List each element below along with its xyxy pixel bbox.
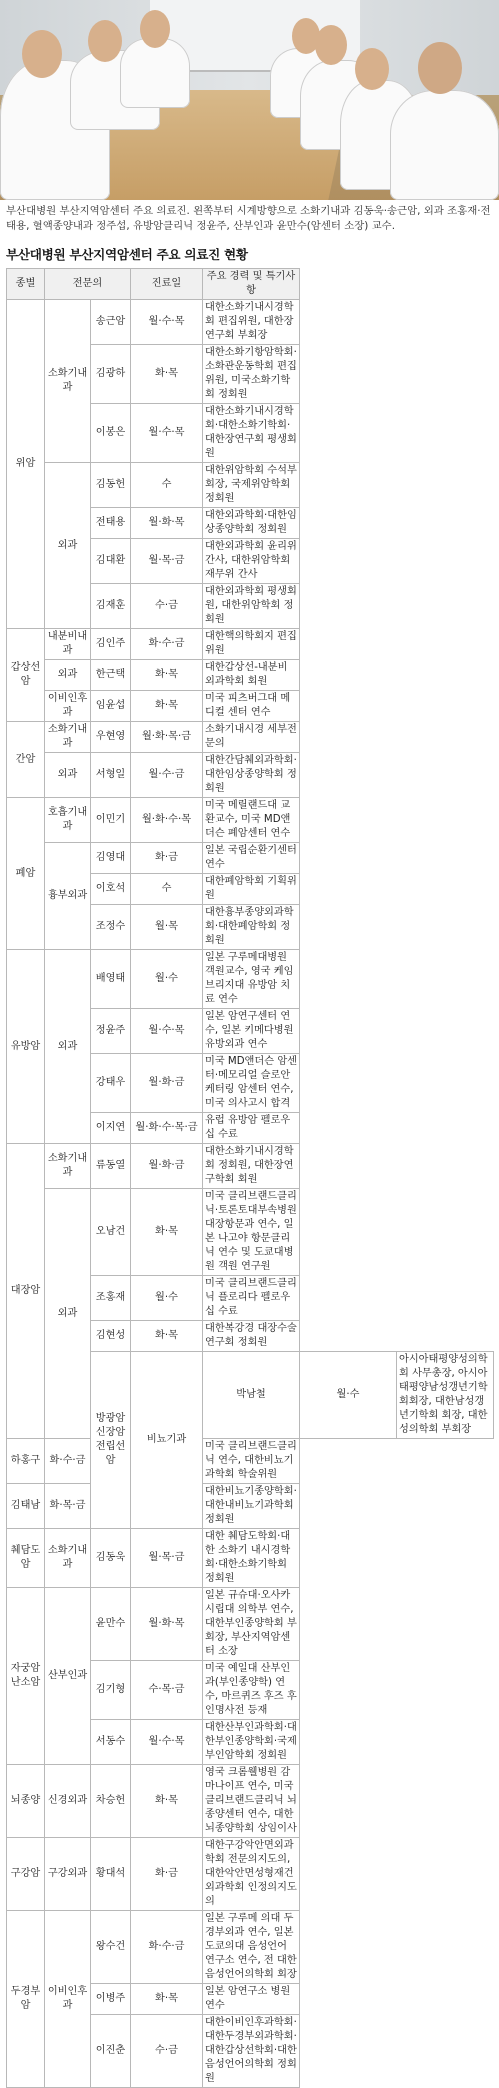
doctor-name-cell: 류동열 xyxy=(91,1144,131,1189)
clinic-days-cell: 월·화·목·금 xyxy=(131,722,203,753)
clinic-days-cell: 화·금 xyxy=(131,843,203,874)
clinic-days-cell: 화·수·금 xyxy=(131,629,203,660)
clinic-days-cell: 수·목·금 xyxy=(131,1661,203,1720)
clinic-days-cell: 월·화·수·목 xyxy=(131,798,203,843)
clinic-days-cell: 화·금 xyxy=(131,1838,203,1911)
header-career: 주요 경력 및 특기사항 xyxy=(203,269,300,300)
clinic-days-cell: 화·목 xyxy=(131,1765,203,1838)
clinic-days-cell: 수·금 xyxy=(131,2015,203,2088)
career-detail-cell: 대한흉부종양외과학회·대한폐암학회 정회원 xyxy=(203,905,300,950)
table-row xyxy=(7,629,494,660)
career-detail-cell: 미국 메릴랜드대 교환교수, 미국 MD앤더슨 폐암센터 연수 xyxy=(203,798,300,843)
clinic-days-cell: 수·금 xyxy=(131,584,203,629)
career-detail-cell: 일본 구루메 의대 두경부외과 연수, 일본 도쿄의대 음성언어 연구소 연수, 전 대한음성언어의학회 회장 xyxy=(203,1911,300,1984)
department-cell: 외과 xyxy=(45,463,91,629)
career-detail-cell: 일본 암연구소 병원 연수 xyxy=(203,1984,300,2015)
career-detail-cell: 영국 크롬웰병원 감마나이프 연수, 미국 클리브랜드클리닉 뇌종양센터 연수, 대한뇌종양학회 상임이사 xyxy=(203,1765,300,1838)
career-detail-cell: 미국 MD앤더슨 암센터·메모리얼 슬로안 케터링 암센터 연수, 미국 의사고시 합격 xyxy=(203,1054,300,1113)
doctor-name-cell: 조홍재 xyxy=(91,1276,131,1321)
cancer-category-cell: 구강암 xyxy=(7,1838,45,1911)
clinic-days-cell: 월·목 xyxy=(131,905,203,950)
clinic-days-cell: 월·수·목 xyxy=(131,1720,203,1765)
table-header-row xyxy=(7,269,494,300)
clinic-days-cell: 화·수·금 xyxy=(131,1911,203,1984)
career-detail-cell: 미국 클리브랜드클리닉·토론토대부속병원 대장항문과 연수, 일본 나고야 항문클리닉 연수 및 도쿄대병원 객원 연구원 xyxy=(203,1189,300,1276)
doctor-name-cell: 김동욱 xyxy=(91,1529,131,1588)
clinic-days-cell: 월·수 xyxy=(300,1352,397,1439)
cancer-category-cell: 유방암 xyxy=(7,950,45,1144)
department-cell: 소화기내과 xyxy=(45,300,91,463)
doctor-name-cell: 조정수 xyxy=(91,905,131,950)
doctor-name-cell: 임윤섭 xyxy=(91,691,131,722)
table-row xyxy=(7,753,494,798)
career-detail-cell: 대한외과학회 윤리위 간사, 대한위암학회 재무위 간사 xyxy=(203,539,300,584)
doctors-group-photo xyxy=(0,0,499,200)
table-row xyxy=(7,1439,494,1484)
cancer-category-cell: 췌담도암 xyxy=(7,1529,45,1588)
clinic-days-cell: 화·목·금 xyxy=(45,1484,91,1529)
doctor-name-cell: 윤만수 xyxy=(91,1588,131,1661)
cancer-category-cell: 폐암 xyxy=(7,798,45,950)
table-row xyxy=(7,1765,494,1838)
cancer-category-cell: 자궁암 난소암 xyxy=(7,1588,45,1765)
career-detail-cell: 대한핵의학회지 편집위원 xyxy=(203,629,300,660)
cancer-category-cell: 뇌종양 xyxy=(7,1765,45,1838)
doctor-roster-table xyxy=(6,268,494,2088)
doctor-name-cell: 왕수건 xyxy=(91,1911,131,1984)
clinic-days-cell: 월·수·목 xyxy=(131,1009,203,1054)
clinic-days-cell: 월·목·금 xyxy=(131,539,203,584)
career-detail-cell: 일본 국립순환기센터 연수 xyxy=(203,843,300,874)
table-row xyxy=(7,300,494,345)
table-row xyxy=(7,660,494,691)
photo-person-head xyxy=(315,25,347,65)
photo-person xyxy=(120,38,190,108)
clinic-days-cell: 수 xyxy=(131,874,203,905)
table-row xyxy=(7,691,494,722)
career-detail-cell: 대한구강악안면외과학회 전문의지도의, 대한악안면성형재건외과학회 인정의지도의 xyxy=(203,1838,300,1911)
doctor-name-cell: 우현영 xyxy=(91,722,131,753)
career-detail-cell: 미국 클리브랜드클리닉 플로리다 펠로우십 수료 xyxy=(203,1276,300,1321)
department-cell: 흉부외과 xyxy=(45,843,91,950)
clinic-days-cell: 화·수·금 xyxy=(45,1439,91,1484)
doctor-name-cell: 김동헌 xyxy=(91,463,131,508)
photo-person-head xyxy=(88,20,122,62)
department-cell: 외과 xyxy=(45,753,91,798)
table-row xyxy=(7,1189,494,1276)
career-detail-cell: 대한복강경 대장수술연구회 정회원 xyxy=(203,1321,300,1352)
department-cell: 소화기내과 xyxy=(45,722,91,753)
career-detail-cell: 소화기내시경 세부전문의 xyxy=(203,722,300,753)
table-row xyxy=(7,798,494,843)
table-row xyxy=(7,1588,494,1661)
table-row xyxy=(7,722,494,753)
photo-person xyxy=(390,90,499,200)
clinic-days-cell: 월·수 xyxy=(131,1276,203,1321)
doctor-name-cell: 오남건 xyxy=(91,1189,131,1276)
doctor-name-cell: 이병주 xyxy=(91,1984,131,2015)
department-cell: 비뇨기과 xyxy=(131,1352,203,1529)
doctor-name-cell: 김현성 xyxy=(91,1321,131,1352)
department-cell: 이비인후과 xyxy=(45,691,91,722)
department-cell: 호흡기내과 xyxy=(45,798,91,843)
career-detail-cell: 일본 규슈대·오사카시립대 의학부 연수, 대한부인종양학회 부회장, 부산지역암센터 소장 xyxy=(203,1588,300,1661)
doctor-name-cell: 차승헌 xyxy=(91,1765,131,1838)
department-cell: 내분비내과 xyxy=(45,629,91,660)
clinic-days-cell: 월·화·목 xyxy=(131,508,203,539)
career-detail-cell: 미국 예일대 산부인과(부인종양학) 연수, 마르퀴즈 후즈 후 인명사전 등재 xyxy=(203,1661,300,1720)
cancer-category-cell: 간암 xyxy=(7,722,45,798)
career-detail-cell: 미국 피츠버그대 메디컬 센터 연수 xyxy=(203,691,300,722)
clinic-days-cell: 월·수·금 xyxy=(131,753,203,798)
cancer-category-cell: 대장암 xyxy=(7,1144,45,1439)
doctor-name-cell: 정윤주 xyxy=(91,1009,131,1054)
doctor-name-cell: 하홍구 xyxy=(7,1439,45,1484)
career-detail-cell: 대한위암학회 수석부회장, 국제위암학회 정회원 xyxy=(203,463,300,508)
department-cell: 신경외과 xyxy=(45,1765,91,1838)
clinic-days-cell: 월·수·목 xyxy=(131,300,203,345)
doctor-name-cell: 강태우 xyxy=(91,1054,131,1113)
clinic-days-cell: 화·목 xyxy=(131,660,203,691)
doctor-name-cell: 김재훈 xyxy=(91,584,131,629)
clinic-days-cell: 수 xyxy=(131,463,203,508)
photo-person-head xyxy=(22,30,62,78)
doctor-name-cell: 김태남 xyxy=(7,1484,45,1529)
clinic-days-cell: 화·목 xyxy=(131,345,203,404)
photo-person-head xyxy=(140,10,170,48)
table-row xyxy=(7,843,494,874)
clinic-days-cell: 화·목 xyxy=(131,691,203,722)
department-cell: 소화기내과 xyxy=(45,1144,91,1189)
photo-caption: 부산대병원 부산지역암센터 주요 의료진. 왼쪽부터 시계방향으로 소화기내과 김동욱·송근암, 외과 조홍재·전태용, 혈액종양내과 정주섭, 유방암클리닉 정윤주, 산부인과 윤만수(암센터 소장) 교수. xyxy=(6,205,491,232)
cancer-category-cell: 방광암 신장암 전립선암 xyxy=(91,1352,131,1529)
career-detail-cell: 대한폐암학회 기획위원 xyxy=(203,874,300,905)
career-detail-cell: 대한외과학회·대한임상종양학회 정회원 xyxy=(203,508,300,539)
career-detail-cell: 대한외과학회 평생회원, 대한위암학회 정회원 xyxy=(203,584,300,629)
header-specialist: 전문의 xyxy=(45,269,131,300)
department-cell: 산부인과 xyxy=(45,1588,91,1765)
clinic-days-cell: 월·목·금 xyxy=(131,1529,203,1588)
doctor-name-cell: 이진춘 xyxy=(91,2015,131,2088)
doctor-name-cell: 이호석 xyxy=(91,874,131,905)
career-detail-cell: 아시아태평양성의학회 사무총장, 아시아태평양남성갱년기학회회장, 대한남성갱년기학회 회장, 대한성의학회 부회장 xyxy=(397,1352,494,1439)
clinic-days-cell: 월·수 xyxy=(131,950,203,1009)
doctor-name-cell: 김영대 xyxy=(91,843,131,874)
cancer-category-cell: 두경부암 xyxy=(7,1911,45,2088)
table-row xyxy=(7,1529,494,1588)
clinic-days-cell: 화·목 xyxy=(131,1984,203,2015)
doctor-name-cell: 박남철 xyxy=(203,1352,300,1439)
cancer-category-cell: 갑상선암 xyxy=(7,629,45,722)
career-detail-cell: 대한산부인과학회·대한부인종양학회·국제부인암학회 정회원 xyxy=(203,1720,300,1765)
doctor-name-cell: 김인주 xyxy=(91,629,131,660)
career-detail-cell: 대한소화기항암학회·소화관운동학회 편집위원, 미국소화기학회 정회원 xyxy=(203,345,300,404)
clinic-days-cell: 월·화·목 xyxy=(131,1588,203,1661)
career-detail-cell: 일본 구루메대병원 객원교수, 영국 케임브리지대 유방암 치료 연수 xyxy=(203,950,300,1009)
career-detail-cell: 대한이비인후과학회·대한두경부외과학회·대한갑상선학회·대한음성언어의학회 정회원 xyxy=(203,2015,300,2088)
photo-person-head xyxy=(355,48,389,90)
header-clinic-days: 진료일 xyxy=(131,269,203,300)
photo-person-head xyxy=(418,42,462,94)
doctor-name-cell: 이봉은 xyxy=(91,404,131,463)
department-cell: 구강외과 xyxy=(45,1838,91,1911)
roster-body xyxy=(7,300,494,2088)
department-cell: 외과 xyxy=(45,950,91,1144)
department-cell: 소화기내과 xyxy=(45,1529,91,1588)
doctor-name-cell: 김대환 xyxy=(91,539,131,584)
clinic-days-cell: 월·화·금 xyxy=(131,1054,203,1113)
clinic-days-cell: 월·화·수·목·금 xyxy=(131,1113,203,1144)
career-detail-cell: 대한 췌담도학회·대한 소화기 내시경학회·대한소화기학회 정회원 xyxy=(203,1529,300,1588)
clinic-days-cell: 월·화·금 xyxy=(131,1144,203,1189)
doctor-name-cell: 송근암 xyxy=(91,300,131,345)
career-detail-cell: 대한소화기내시경학회 편집위원, 대한장연구회 부회장 xyxy=(203,300,300,345)
doctor-name-cell: 전태용 xyxy=(91,508,131,539)
clinic-days-cell: 화·목 xyxy=(131,1189,203,1276)
doctor-name-cell: 김기형 xyxy=(91,1661,131,1720)
department-cell: 외과 xyxy=(45,660,91,691)
table-row xyxy=(7,1911,494,1984)
career-detail-cell: 대한갑상선-내분비외과학회 회원 xyxy=(203,660,300,691)
table-row xyxy=(7,1144,494,1189)
doctor-name-cell: 황대석 xyxy=(91,1838,131,1911)
clinic-days-cell: 월·수·목 xyxy=(131,404,203,463)
clinic-days-cell: 화·목 xyxy=(131,1321,203,1352)
table-row xyxy=(7,1484,494,1529)
career-detail-cell: 대한비뇨기종양학회·대한내비뇨기과학회 정회원 xyxy=(203,1484,300,1529)
department-cell: 외과 xyxy=(45,1189,91,1439)
career-detail-cell: 일본 암연구센터 연수, 일본 키메다병원 유방외과 연수 xyxy=(203,1009,300,1054)
table-row xyxy=(7,463,494,508)
table-row xyxy=(7,950,494,1009)
doctor-name-cell: 이지연 xyxy=(91,1113,131,1144)
header-category: 종별 xyxy=(7,269,45,300)
doctor-name-cell: 이민기 xyxy=(91,798,131,843)
career-detail-cell: 유럽 유방암 펠로우십 수료 xyxy=(203,1113,300,1144)
career-detail-cell: 대한소화기내시경학회 정회원, 대한장연구학회 회원 xyxy=(203,1144,300,1189)
table-row xyxy=(7,1838,494,1911)
doctor-name-cell: 한근택 xyxy=(91,660,131,691)
doctor-name-cell: 김광하 xyxy=(91,345,131,404)
cancer-category-cell: 위암 xyxy=(7,300,45,629)
doctor-name-cell: 배영태 xyxy=(91,950,131,1009)
career-detail-cell: 대한소화기내시경학회·대한소화기학회·대한장연구회 평생회원 xyxy=(203,404,300,463)
table-title: 부산대병원 부산지역암센터 주요 의료진 현황 xyxy=(6,247,248,262)
doctor-name-cell: 서형일 xyxy=(91,753,131,798)
doctor-name-cell: 서동수 xyxy=(91,1720,131,1765)
department-cell: 이비인후과 xyxy=(45,1911,91,2088)
career-detail-cell: 미국 클리브랜드클리닉 연수, 대한비뇨기과학회 학술위원 xyxy=(203,1439,300,1484)
career-detail-cell: 대한간담췌외과학회·대한임상종양학회 정회원 xyxy=(203,753,300,798)
